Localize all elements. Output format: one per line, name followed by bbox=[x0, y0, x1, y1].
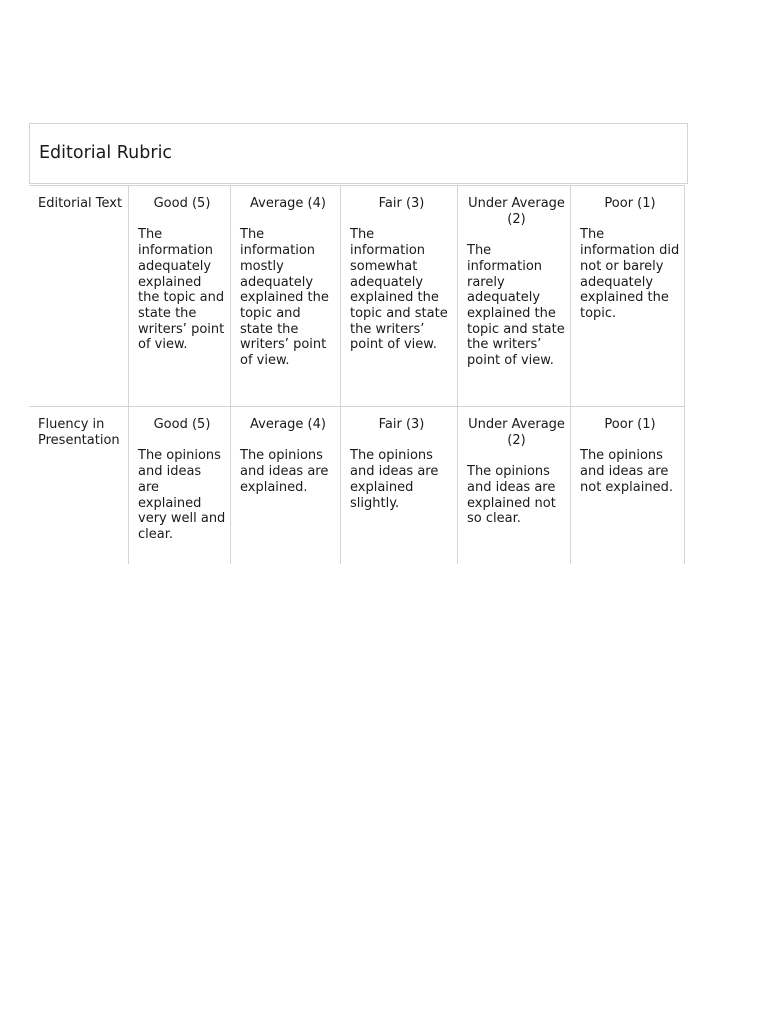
score-description: The information somewhat adequately explained the topic and state the writers’ point of view. bbox=[350, 227, 448, 353]
score-description: The opinions and ideas are explained very well and clear. bbox=[138, 448, 226, 542]
score-heading: Under Average (2) bbox=[468, 417, 565, 448]
score-description: The information rarely adequately explained the topic and state the writers’ point of view. bbox=[467, 243, 565, 369]
score-description: The information adequately explained the topic and state the writers’ point of view. bbox=[138, 227, 225, 353]
score-description: The information mostly adequately explained the topic and state the writers’ point of view. bbox=[240, 227, 329, 369]
score-description: The opinions and ideas are explained slightly. bbox=[350, 448, 439, 511]
rubric-title-box bbox=[29, 123, 688, 184]
score-heading: Fair (3) bbox=[378, 417, 425, 432]
score-cell-poor bbox=[571, 407, 685, 564]
score-cell-poor bbox=[571, 186, 685, 406]
score-heading: Poor (1) bbox=[604, 417, 656, 432]
score-heading: Poor (1) bbox=[604, 196, 656, 211]
score-heading: Good (5) bbox=[153, 196, 211, 211]
score-cell-average bbox=[231, 407, 341, 564]
score-description: The opinions and ideas are explained not so clear. bbox=[467, 464, 556, 527]
criterion-cell-fluency bbox=[29, 407, 129, 564]
rubric-grid bbox=[29, 185, 688, 564]
score-heading: Average (4) bbox=[250, 417, 326, 432]
score-cell-under-average bbox=[458, 186, 571, 406]
score-heading: Good (5) bbox=[153, 417, 211, 432]
score-description: The information did not or barely adequately explained the topic. bbox=[580, 227, 680, 321]
criterion-label: Fluency in Presentation bbox=[38, 417, 120, 448]
score-heading: Fair (3) bbox=[378, 196, 425, 211]
criterion-cell-editorial-text bbox=[29, 186, 129, 406]
score-heading: Under Average (2) bbox=[468, 196, 565, 227]
score-cell-good bbox=[129, 186, 231, 406]
criterion-label: Editorial Text bbox=[38, 196, 123, 211]
score-description: The opinions and ideas are not explained. bbox=[580, 448, 673, 495]
score-cell-good bbox=[129, 407, 231, 564]
score-cell-fair bbox=[341, 407, 458, 564]
score-description: The opinions and ideas are explained. bbox=[240, 448, 329, 495]
score-cell-under-average bbox=[458, 407, 571, 564]
score-heading: Average (4) bbox=[250, 196, 326, 211]
editorial-rubric-table bbox=[29, 123, 688, 564]
score-cell-fair bbox=[341, 186, 458, 406]
rubric-title: Editorial Rubric bbox=[39, 143, 173, 163]
score-cell-average bbox=[231, 186, 341, 406]
